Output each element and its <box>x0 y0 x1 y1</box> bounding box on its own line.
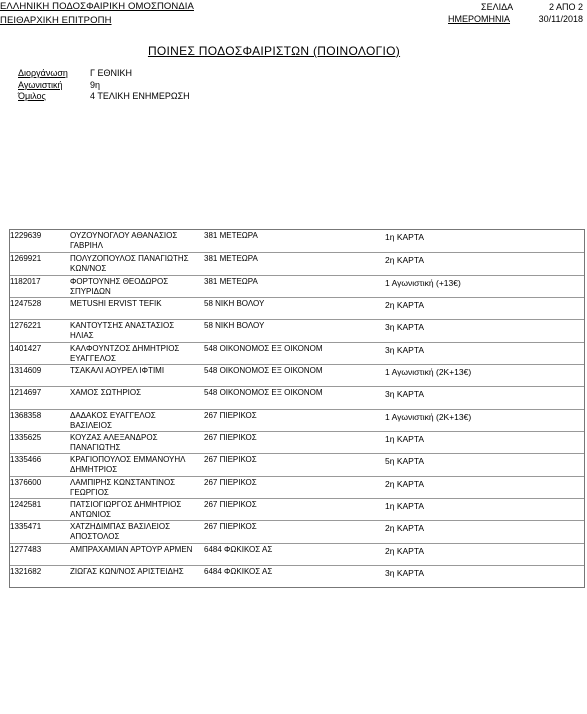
penalty-table <box>9 229 585 588</box>
player-id: 1276221 <box>10 321 42 330</box>
penalty-value: 1η ΚΑΡΤΑ <box>385 501 425 511</box>
table-row <box>10 476 584 498</box>
date-value: 30/11/2018 <box>538 14 583 24</box>
table-row <box>10 230 584 252</box>
player-id: 1277483 <box>10 545 42 554</box>
team-name: 58 ΝΙΚΗ ΒΟΛΟΥ <box>204 299 265 308</box>
penalty-value: 3η ΚΑΡΤΑ <box>385 568 425 578</box>
player-name: METUSHI ERVIST TEFIK <box>70 299 162 308</box>
player-name: ΚΑΛΦΟΥΝΤΖΟΣ ΔΗΜΗΤΡΙΟΣ ΕΥΑΓΓΕΛΟΣ <box>70 344 180 363</box>
team-name: 58 ΝΙΚΗ ΒΟΛΟΥ <box>204 321 265 330</box>
table-row <box>10 520 584 542</box>
penalty-value: 1η ΚΑΡΤΑ <box>385 434 425 444</box>
matchday-value: 9η <box>90 80 101 90</box>
player-id: 1335625 <box>10 433 42 442</box>
team-name: 267 ΠΙΕΡΙΚΟΣ <box>204 433 257 442</box>
table-row <box>10 319 584 341</box>
team-name: 267 ΠΙΕΡΙΚΟΣ <box>204 500 257 509</box>
table-row <box>10 297 584 319</box>
player-id: 1247528 <box>10 299 42 308</box>
team-name: 548 ΟΙΚΟΝΟΜΟΣ ΕΞ ΟΙΚΟΝΟΜ <box>204 366 323 375</box>
team-name: 267 ΠΙΕΡΙΚΟΣ <box>204 455 257 464</box>
player-id: 1182017 <box>10 277 41 286</box>
table-row <box>10 498 584 520</box>
team-name: 6484 ΦΩΚΙΚΟΣ ΑΣ <box>204 567 273 576</box>
penalty-value: 2η ΚΑΡΤΑ <box>385 523 425 533</box>
table-row <box>10 453 584 475</box>
player-name: ΟΥΖΟΥΝΟΓΛΟΥ ΑΘΑΝΑΣΙΟΣ ΓΑΒΡΙΗΛ <box>70 231 178 250</box>
page-value: 2 ΑΠΟ 2 <box>548 2 583 12</box>
player-name: ΧΑΜΟΣ ΣΩΤΗΡΙΟΣ <box>70 388 142 397</box>
team-name: 381 ΜΕΤΕΩΡΑ <box>204 254 258 263</box>
date-label: ΗΜΕΡΟΜΗΝΙΑ <box>448 14 511 24</box>
player-name: ΚΑΝΤΟΥΤΣΗΣ ΑΝΑΣΤΑΣΙΟΣ ΗΛΙΑΣ <box>70 321 175 340</box>
team-name: 6484 ΦΩΚΙΚΟΣ ΑΣ <box>204 545 273 554</box>
org-name: ΕΛΛΗΝΙΚΗ ΠΟΔΟΣΦΑΙΡΙΚΗ ΟΜΟΣΠΟΝΔΙΑ <box>0 1 194 12</box>
penalty-value: 1 Αγωνιστική (+13€) <box>385 278 461 288</box>
penalty-value: 5η ΚΑΡΤΑ <box>385 456 425 466</box>
team-name: 267 ΠΙΕΡΙΚΟΣ <box>204 522 257 531</box>
team-name: 381 ΜΕΤΕΩΡΑ <box>204 231 258 240</box>
page-label: ΣΕΛΙΔΑ <box>481 2 514 12</box>
matchday-label: Αγωνιστική <box>18 80 63 90</box>
page-title: ΠΟΙΝΕΣ ΠΟΔΟΣΦΑΙΡΙΣΤΩΝ (ΠΟΙΝΟΛΟΓΙΟ) <box>147 44 401 58</box>
player-name: ΑΜΠΡΑΧΑΜΙΑΝ ΑΡΤΟΥΡ ΑΡΜΕΝ <box>70 545 193 554</box>
table-row <box>10 342 584 364</box>
penalty-value: 2η ΚΑΡΤΑ <box>385 479 425 489</box>
table-row <box>10 565 584 587</box>
team-name: 548 ΟΙΚΟΝΟΜΟΣ ΕΞ ΟΙΚΟΝΟΜ <box>204 388 323 397</box>
table-row <box>10 275 584 297</box>
player-name: ΠΑΤΣΙΟΓΙΩΡΓΟΣ ΔΗΜΗΤΡΙΟΣ ΑΝΤΩΝΙΟΣ <box>70 500 182 519</box>
player-id: 1214697 <box>10 388 42 397</box>
table-row <box>10 386 584 408</box>
player-id: 1335466 <box>10 455 42 464</box>
player-id: 1242581 <box>10 500 42 509</box>
player-id: 1376600 <box>10 478 42 487</box>
table-row <box>10 409 584 431</box>
player-name: ΦΟΡΤΟΥΝΗΣ ΘΕΟΔΩΡΟΣ ΣΠΥΡΙΔΩΝ <box>70 277 169 296</box>
table-row <box>10 431 584 453</box>
player-name: ΤΣΑΚΑΛΙ ΑΟΥΡΕΛ ΙΦΤΙΜΙ <box>70 366 165 375</box>
player-name: ΧΑΤΖΗΔΙΜΠΑΣ ΒΑΣΙΛΕΙΟΣ ΑΠΟΣΤΟΛΟΣ <box>70 522 171 541</box>
player-name: ΠΟΛΥΖΟΠΟΥΛΟΣ ΠΑΝΑΓΙΩΤΗΣ ΚΩΝ/ΝΟΣ <box>70 254 189 273</box>
competition-label: Διοργάνωση <box>18 68 68 78</box>
penalty-value: 2η ΚΑΡΤΑ <box>385 255 425 265</box>
player-id: 1368358 <box>10 411 42 420</box>
player-id: 1314609 <box>10 366 42 375</box>
player-name: ΔΑΔΑΚΟΣ ΕΥΑΓΓΕΛΟΣ ΒΑΣΙΛΕΙΟΣ <box>70 411 156 430</box>
penalty-value: 3η ΚΑΡΤΑ <box>385 345 425 355</box>
team-name: 381 ΜΕΤΕΩΡΑ <box>204 277 258 286</box>
player-id: 1401427 <box>10 344 42 353</box>
competition-value: Γ ΕΘΝΙΚΗ <box>90 68 132 78</box>
penalty-value: 1 Αγωνιστική (2Κ+13€) <box>385 367 472 377</box>
team-name: 548 ΟΙΚΟΝΟΜΟΣ ΕΞ ΟΙΚΟΝΟΜ <box>204 344 323 353</box>
table-row <box>10 364 584 386</box>
penalty-value: 3η ΚΑΡΤΑ <box>385 322 425 332</box>
team-name: 267 ΠΙΕΡΙΚΟΣ <box>204 478 257 487</box>
table-row <box>10 252 584 274</box>
penalty-value: 1 Αγωνιστική (2Κ+13€) <box>385 412 472 422</box>
table-row <box>10 543 584 565</box>
penalty-value: 2η ΚΑΡΤΑ <box>385 546 425 556</box>
player-name: ΚΡΑΓΙΟΠΟΥΛΟΣ ΕΜΜΑΝΟΥΗΛ ΔΗΜΗΤΡΙΟΣ <box>70 455 186 474</box>
player-name: ΚΟΥΖΑΣ ΑΛΕΞΑΝΔΡΟΣ ΠΑΝΑΓΙΩΤΗΣ <box>70 433 158 452</box>
player-id: 1335471 <box>10 522 42 531</box>
player-name: ΖΙΩΓΑΣ ΚΩΝ/ΝΟΣ ΑΡΙΣΤΕΙΔΗΣ <box>70 567 184 576</box>
player-id: 1229639 <box>10 231 42 240</box>
player-name: ΛΑΜΠΙΡΗΣ ΚΩΝΣΤΑΝΤΙΝΟΣ ΓΕΩΡΓΙΟΣ <box>70 478 176 497</box>
penalty-value: 1η ΚΑΡΤΑ <box>385 232 425 242</box>
group-label: Όμιλος <box>18 91 46 101</box>
player-id: 1321682 <box>10 567 42 576</box>
group-value: 4 ΤΕΛΙΚΗ ΕΝΗΜΕΡΩΣΗ <box>90 91 190 101</box>
penalty-value: 2η ΚΑΡΤΑ <box>385 300 425 310</box>
penalty-value: 3η ΚΑΡΤΑ <box>385 389 425 399</box>
team-name: 267 ΠΙΕΡΙΚΟΣ <box>204 411 257 420</box>
player-id: 1269921 <box>10 254 42 263</box>
committee-name: ΠΕΙΘΑΡΧΙΚΗ ΕΠΙΤΡΟΠΗ <box>0 15 112 26</box>
